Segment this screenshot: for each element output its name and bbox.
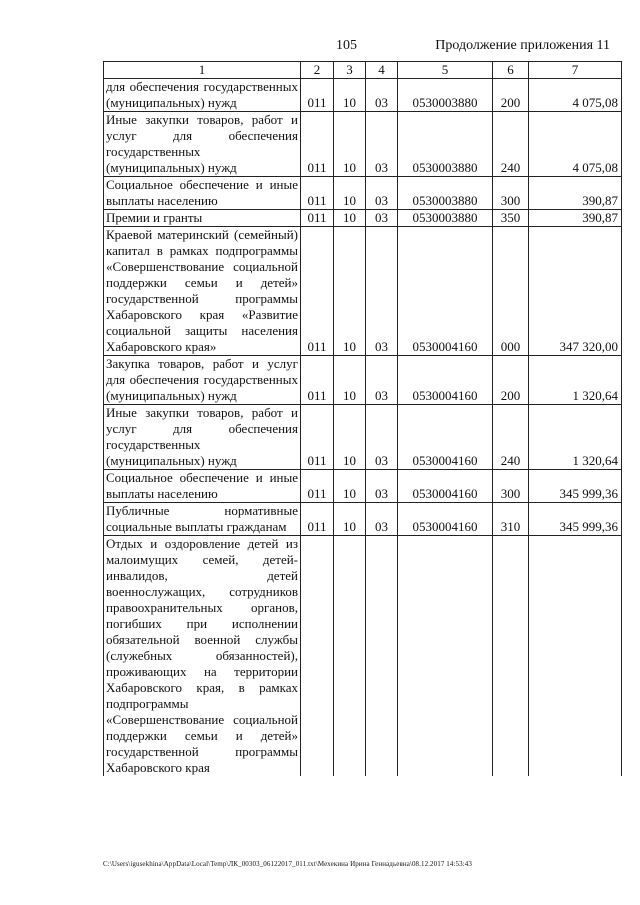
target-article-cell: 0530003880 [398,79,493,112]
row-name-cell: Социальное обеспечение и иные выплаты населению [104,177,301,210]
target-article-cell: 0530003880 [398,112,493,177]
amount-cell: 390,87 [529,177,622,210]
amount-cell: 390,87 [529,210,622,227]
column-header: 4 [366,62,398,79]
amount-cell: 1 320,64 [529,356,622,405]
row-name-cell: Премии и гранты [104,210,301,227]
code-grbs-cell: 011 [301,227,334,356]
section-cell: 10 [334,356,366,405]
table-row [104,503,622,536]
section-cell: 10 [334,405,366,470]
expense-type-cell: 310 [493,503,529,536]
subsection-cell: 03 [366,356,398,405]
column-header: 3 [334,62,366,79]
expense-type-cell: 200 [493,356,529,405]
row-name-cell: Закупка товаров, работ и услуг для обеспечения государственных (муниципальных) нужд [104,356,301,405]
subsection-cell: 03 [366,112,398,177]
subsection-cell: 03 [366,227,398,356]
subsection-cell: 03 [366,405,398,470]
section-cell: 10 [334,79,366,112]
subsection-cell: 03 [366,470,398,503]
target-article-cell: 0530004160 [398,227,493,356]
code-grbs-cell: 011 [301,210,334,227]
column-header: 2 [301,62,334,79]
expense-type-cell: 300 [493,177,529,210]
target-article-cell: 0530004160 [398,470,493,503]
code-grbs-cell: 011 [301,112,334,177]
column-header: 6 [493,62,529,79]
subsection-cell: 03 [366,177,398,210]
target-article-cell [398,536,493,777]
budget-table [103,61,622,776]
section-cell: 10 [334,177,366,210]
table-row [104,210,622,227]
amount-cell: 345 999,36 [529,503,622,536]
section-cell: 10 [334,112,366,177]
expense-type-cell [493,536,529,777]
target-article-cell: 0530004160 [398,503,493,536]
file-path-footer: C:\Users\igusekhina\AppData\Local\Temp\ЛК_00303_06122017_011.txt\Мехекина Ирина Геннадьевна\08.12.2017 14:53:43 [103,860,472,868]
table-row [104,227,622,356]
row-name-cell: для обеспечения государственных (муниципальных) нужд [104,79,301,112]
code-grbs-cell: 011 [301,177,334,210]
row-name-cell: Публичные нормативные социальные выплаты гражданам [104,503,301,536]
code-grbs-cell [301,536,334,777]
code-grbs-cell: 011 [301,79,334,112]
section-cell: 10 [334,503,366,536]
code-grbs-cell: 011 [301,470,334,503]
target-article-cell: 0530004160 [398,356,493,405]
code-grbs-cell: 011 [301,356,334,405]
table-row [104,470,622,503]
expense-type-cell: 300 [493,470,529,503]
target-article-cell: 0530003880 [398,210,493,227]
row-name-cell: Социальное обеспечение и иные выплаты населению [104,470,301,503]
section-cell: 10 [334,210,366,227]
section-cell: 10 [334,227,366,356]
subsection-cell: 03 [366,79,398,112]
row-name-cell: Иные закупки товаров, работ и услуг для обеспечения государственных (муниципальных) нужд [104,405,301,470]
amount-cell: 345 999,36 [529,470,622,503]
target-article-cell: 0530004160 [398,405,493,470]
amount-cell: 4 075,08 [529,112,622,177]
expense-type-cell: 240 [493,112,529,177]
table-row [104,356,622,405]
row-name-cell: Краевой материнский (семейный) капитал в рамках подпрограммы «Совершенствование социальной поддержки семьи и детей» государственной программы Хабаровского края «Развитие социальной защиты населения Хабаровского края» [104,227,301,356]
table-row [104,112,622,177]
table-header-row [104,62,622,79]
expense-type-cell: 240 [493,405,529,470]
row-name-cell: Отдых и оздоровление детей из малоимущих семей, детей-инвалидов, детей военнослужащих, сотрудников правоохранительных органов, погибших при исполнении обязательной военной службы (служебных обязанностей), проживающих на территории Хабаровского края, в рамках подпрограммы «Совершенствование социальной поддержки семьи и детей» государственной программы Хабаровского края [104,536,301,777]
table-row [104,536,622,777]
section-cell [334,536,366,777]
expense-type-cell: 350 [493,210,529,227]
code-grbs-cell: 011 [301,405,334,470]
section-cell: 10 [334,470,366,503]
target-article-cell: 0530003880 [398,177,493,210]
subsection-cell [366,536,398,777]
subsection-cell: 03 [366,503,398,536]
column-header: 1 [104,62,301,79]
amount-cell: 1 320,64 [529,405,622,470]
code-grbs-cell: 011 [301,503,334,536]
column-header: 5 [398,62,493,79]
amount-cell [529,536,622,777]
expense-type-cell: 200 [493,79,529,112]
amount-cell: 347 320,00 [529,227,622,356]
table-row [104,177,622,210]
subsection-cell: 03 [366,210,398,227]
column-header: 7 [529,62,622,79]
expense-type-cell: 000 [493,227,529,356]
table-row [104,79,622,112]
page-number: 105 [336,38,357,53]
amount-cell: 4 075,08 [529,79,622,112]
continuation-label: Продолжение приложения 11 [435,38,610,53]
row-name-cell: Иные закупки товаров, работ и услуг для обеспечения государственных (муниципальных) нужд [104,112,301,177]
table-row [104,405,622,470]
